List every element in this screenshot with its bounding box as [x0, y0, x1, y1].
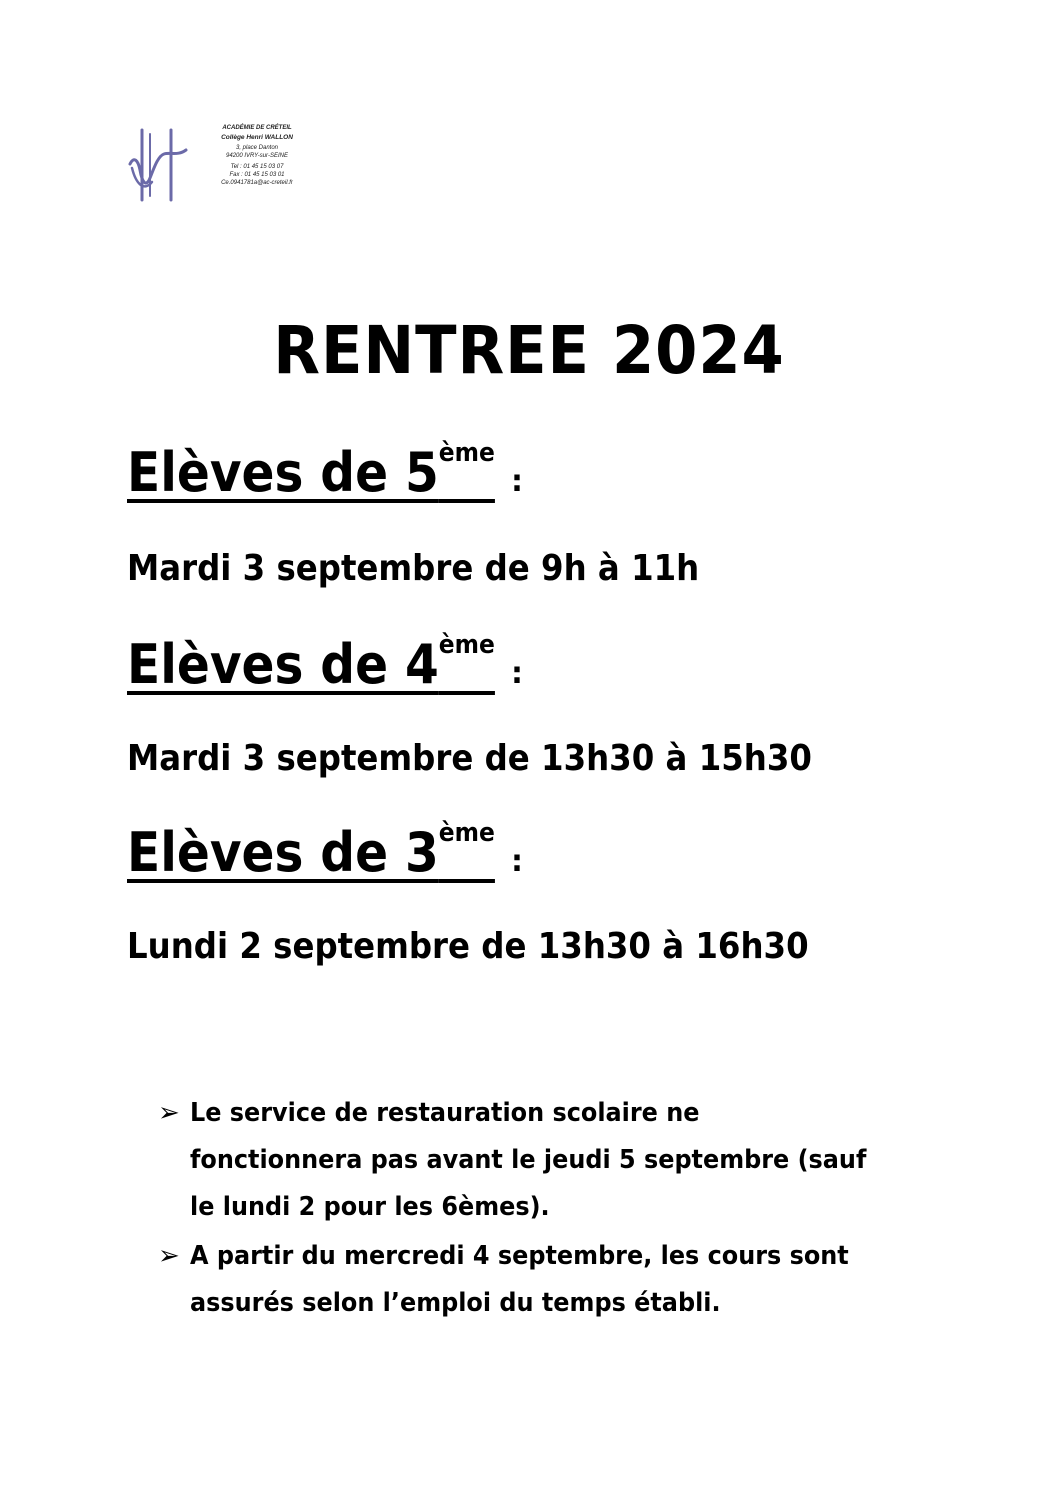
academie-name: ACADÉMIE DE CRÉTEIL [222, 125, 292, 131]
section-heading-text: Elèves de 5ème [127, 438, 495, 504]
address-line: 3, place Danton [235, 145, 279, 151]
note-line: A partir du mercredi 4 septembre, les cours sont [190, 1241, 849, 1271]
email-address: Ce.0941781a@ac-creteil.fr [221, 180, 293, 186]
arrow-bullet-icon: ➢ [158, 1098, 180, 1128]
notes-list [158, 1090, 958, 1329]
section-date-3eme: Lundi 2 septembre de 13h30 à 16h30 [127, 926, 809, 967]
note-item [158, 1233, 958, 1327]
section-date-5eme: Mardi 3 septembre de 9h à 11h [127, 548, 700, 589]
school-info [200, 124, 314, 187]
section-heading-5eme: Elèves de 5ème : [127, 438, 523, 504]
letterhead [124, 124, 314, 214]
note-line: Le service de restauration scolaire ne [190, 1098, 700, 1128]
section-date-4eme: Mardi 3 septembre de 13h30 à 15h30 [127, 738, 812, 779]
college-name: Collège Henri WALLON [221, 134, 293, 141]
note-line: assurés selon l’emploi du temps établi. [190, 1288, 721, 1318]
note-line: fonctionnera pas avant le jeudi 5 septembre (sauf [190, 1145, 867, 1175]
arrow-bullet-icon: ➢ [158, 1241, 180, 1271]
note-item [158, 1090, 958, 1231]
section-heading-text: Elèves de 4ème [127, 630, 495, 696]
page-title: RENTREE 2024 [273, 312, 785, 389]
section-heading-text: Elèves de 3ème [127, 818, 495, 884]
phone-number: Tel : 01 45 15 03 07 [230, 164, 284, 170]
fax-number: Fax : 01 45 15 03 01 [229, 172, 285, 178]
note-line: le lundi 2 pour les 6èmes). [190, 1192, 550, 1222]
college-logo [124, 126, 194, 206]
section-heading-3eme: Elèves de 3ème : [127, 818, 523, 884]
address-line: 94200 IVRY-sur-SEINE [226, 153, 288, 159]
section-heading-4eme: Elèves de 4ème : [127, 630, 523, 696]
